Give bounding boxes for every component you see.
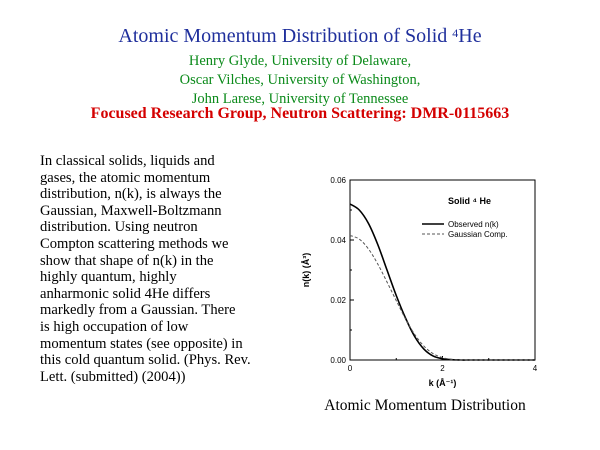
description-text [40,153,266,385]
figure-caption: Atomic Momentum Distribution [324,397,526,414]
gaussian-comp-line [350,236,535,361]
chart-legend [422,220,508,239]
y-tick-label: 0.02 [330,296,346,305]
x-tick-label: 2 [440,364,445,373]
author-line-1: Henry Glyde, University of Delaware, [188,53,412,69]
research-group-line: Focused Research Group, Neutron Scattering: DMR-0115663 [90,105,510,122]
plot-border [350,180,535,360]
description-line: is high occupation of low [40,318,189,335]
axis-ticks [330,176,537,373]
description-line: momentum states (see opposite) in [40,335,243,352]
y-axis-label: n(k) (Å³) [301,252,311,288]
x-tick-label: 0 [347,364,353,373]
description-line: markedly from a Gaussian. There [40,302,236,319]
description-line: distribution. Using neutron [40,219,198,236]
title-suffix: He [458,25,482,47]
description-line: gases, the atomic momentum [40,169,211,186]
description-line: In classical solids, liquids and [40,153,215,169]
series-lines [350,204,535,360]
x-axis-label: k (Å⁻¹) [428,378,457,388]
title-superscript: 4 [452,26,459,40]
description-line: this cold quantum solid. (Phys. Rev. [40,352,251,369]
author-line-2: Oscar Vilches, University of Washington, [179,72,421,88]
y-tick-label: 0.00 [330,356,346,365]
y-tick-label: 0.04 [330,236,346,245]
description-line: highly quantum, highly [40,269,177,286]
description-line: show that shape of n(k) in the [40,252,214,269]
description-line: anharmonic solid 4He differs [40,285,211,302]
description-line: Gaussian, Maxwell-Boltzmann [40,202,222,219]
legend-label: Gaussian Comp. [448,230,508,239]
legend-label: Observed n(k) [448,220,499,229]
observed-nk-line [350,204,535,360]
plot-frame [350,180,535,360]
author-line-3: John Larese, University of Tennessee [191,91,409,107]
description-line: distribution, n(k), is always the [40,186,222,203]
x-tick-label: 4 [532,364,538,373]
y-tick-label: 0.06 [330,176,346,185]
momentum-distribution-chart [295,165,555,395]
slide-title: Atomic Momentum Distribution of Solid $^4$He [118,25,482,47]
description-line: Lett. (submitted) (2004)) [40,368,186,385]
description-line: Compton scattering methods we [40,235,229,252]
chart-title: Solid ⁴ He [448,196,491,206]
